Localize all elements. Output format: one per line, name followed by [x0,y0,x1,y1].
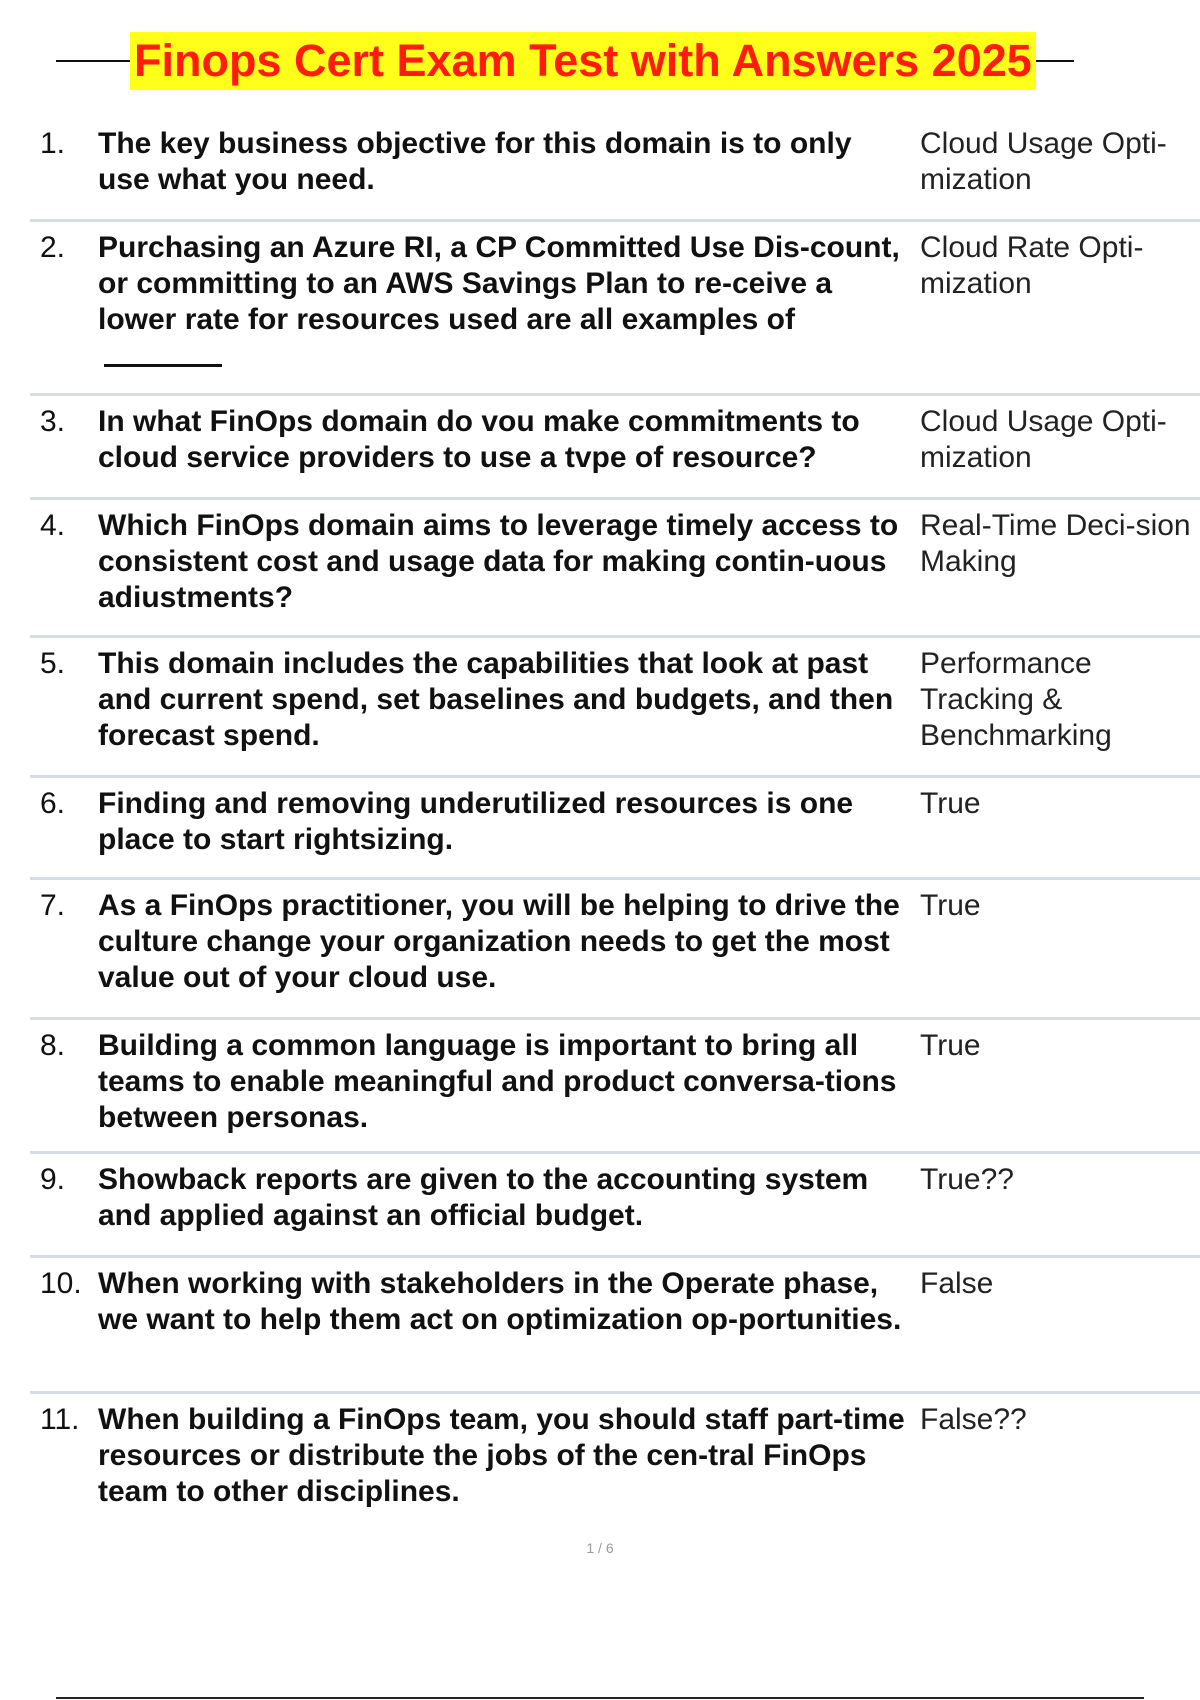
question-text: When working with stakeholders in the Operate phase, we want to help them act on optimization op-portunities. [98,1267,902,1336]
qa-list [30,118,1200,1532]
qa-row [30,1154,1200,1258]
question-number: 3. [40,405,66,438]
title-row [56,30,1144,92]
answer-text: False?? [920,1403,1027,1436]
page-title: Finops Cert Exam Test with Answers 2025 [130,32,1036,90]
bottom-rule [56,1697,1144,1699]
question-text: Finding and removing underutilized resources is one place to start rightsizing. [98,787,854,856]
question-text: When building a FinOps team, you should staff part-time resources or distribute the jobs of the cen-tral FinOps team to other disciplines. [98,1403,905,1508]
question-text-content: Purchasing an Azure RI, a CP Committed Use Dis-count, or committing to an AWS Savings Plan to re-ceive a lower rate for resources used are all examples of [98,231,900,336]
answer-text: True [920,889,981,922]
title-rule-right [1036,60,1074,62]
question-number: 7. [40,889,66,922]
qa-row [30,1394,1200,1532]
answer-text: Cloud Rate Opti-mization [920,231,1144,300]
answer-text: Performance Tracking & Benchmarking [920,647,1112,752]
qa-row [30,396,1200,500]
answer-text: Cloud Usage Opti-mization [920,127,1167,196]
qa-row [30,222,1200,396]
page-indicator: 1 / 6 [586,1540,614,1556]
fill-in-blank [104,338,222,367]
question-number: 9. [40,1163,66,1196]
answer-text: Real-Time Deci-sion Making [920,509,1191,578]
qa-row [30,118,1200,222]
question-number: 11. [40,1403,80,1436]
answer-text: False [920,1267,994,1300]
answer-text: Cloud Usage Opti-mization [920,405,1167,474]
question-text: The key business objective for this domain is to only use what you need. [98,127,852,196]
question-text: In what FinOps domain do vou make commitments to cloud service providers to use a tvpe of resource? [98,405,860,474]
question-text: This domain includes the capabilities that look at past and current spend, set baselines and budgets, and then forecast spend. [98,647,894,752]
question-text: Building a common language is important to bring all teams to enable meaningful and product conversa-tions between personas. [98,1029,897,1134]
question-text: Showback reports are given to the accounting system and applied against an official budget. [98,1163,869,1232]
qa-row [30,500,1200,638]
question-text [98,230,920,381]
qa-row [30,778,1200,880]
question-text: Which FinOps domain aims to leverage timely access to consistent cost and usage data for making contin-uous adiustments? [98,509,899,614]
qa-row [30,1020,1200,1154]
question-number: 6. [40,787,66,820]
question-number: 4. [40,509,66,542]
qa-row [30,880,1200,1020]
question-number: 5. [40,647,66,680]
question-number: 8. [40,1029,66,1062]
question-text: As a FinOps practitioner, you will be helping to drive the culture change your organization needs to get the most value out of your cloud use. [98,889,900,994]
question-number: 1. [40,127,66,160]
question-number: 2. [40,231,66,264]
answer-text: True [920,787,981,820]
qa-row [30,638,1200,778]
answer-text: True [920,1029,981,1062]
question-number: 10. [40,1267,82,1300]
answer-text: True?? [920,1163,1014,1196]
title-rule-left [56,60,130,62]
qa-row [30,1258,1200,1394]
